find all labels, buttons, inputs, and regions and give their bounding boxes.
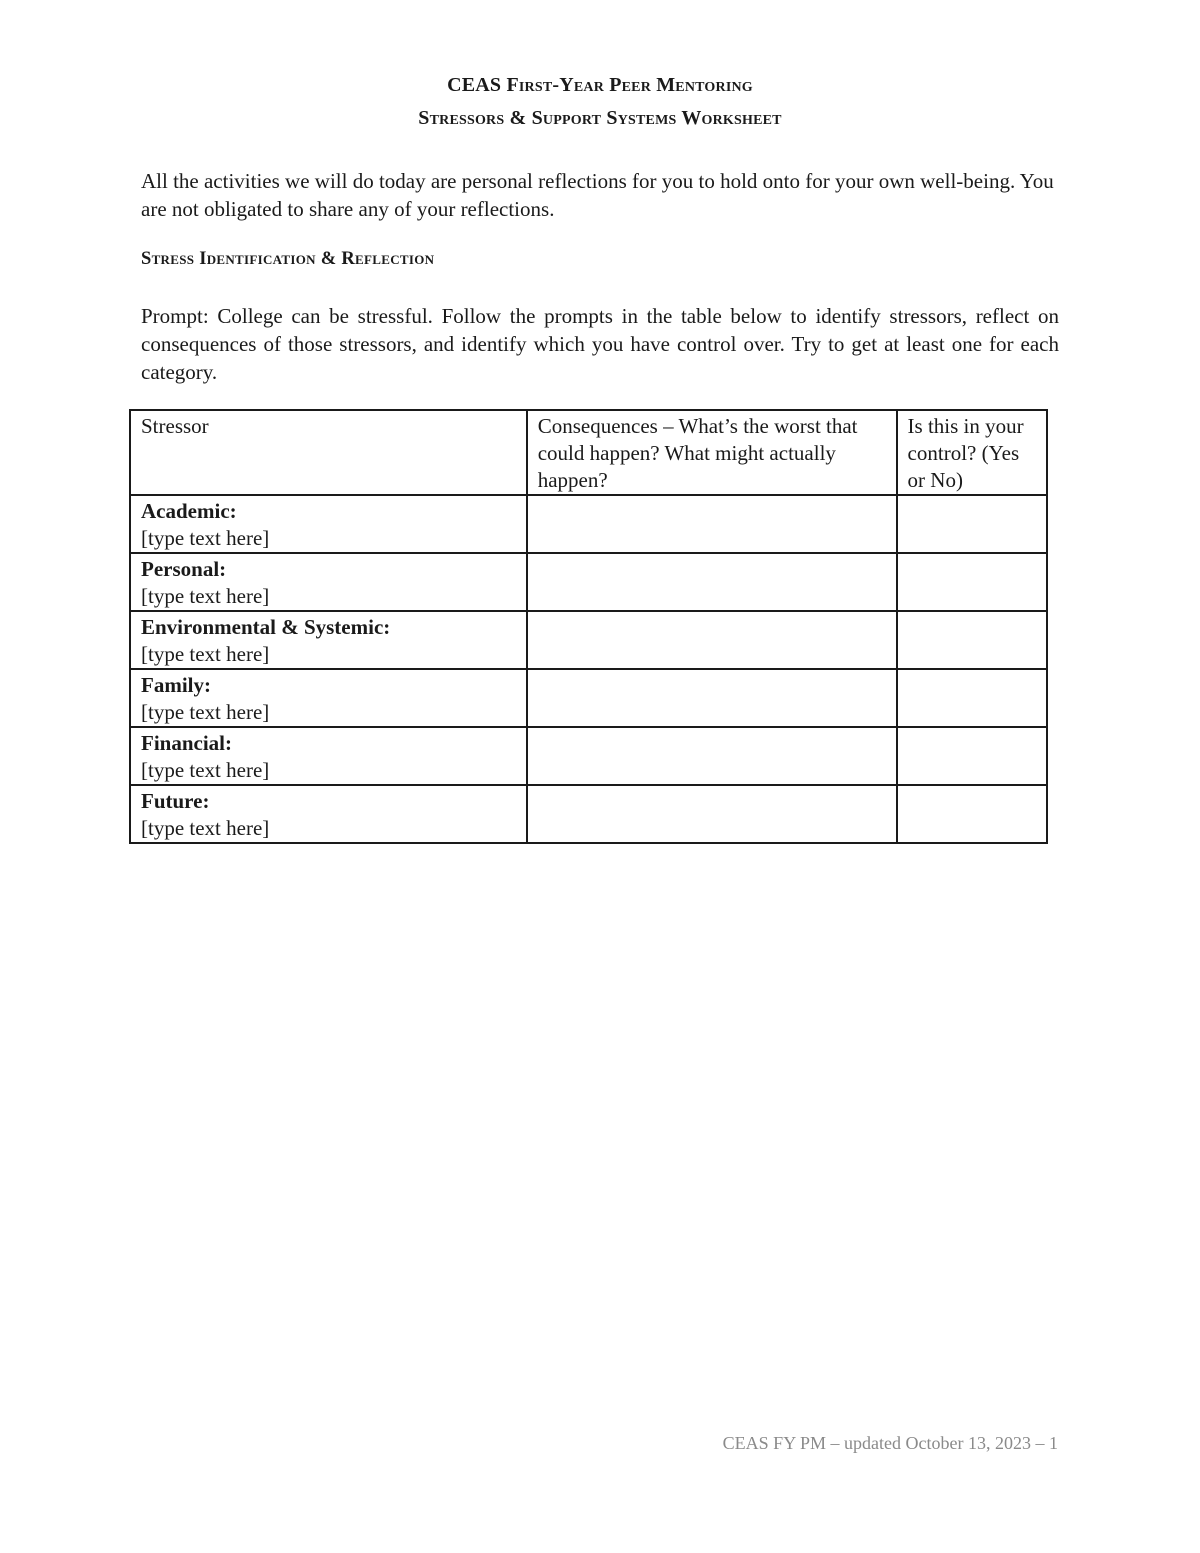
control-cell[interactable]: [897, 727, 1047, 785]
consequences-cell[interactable]: [527, 611, 897, 669]
stressor-cell[interactable]: [130, 785, 527, 843]
category-label: Family:: [141, 673, 211, 697]
control-cell[interactable]: [897, 785, 1047, 843]
document-subtitle: Stressors & Support Systems Worksheet: [418, 107, 782, 129]
category-label: Personal:: [141, 557, 227, 581]
stressor-text-field[interactable]: [type text here]: [141, 700, 270, 724]
category-label: Financial:: [141, 731, 233, 755]
stressor-cell[interactable]: [130, 495, 527, 553]
stressor-table: [129, 409, 1048, 844]
table-row-financial: [130, 727, 1047, 785]
stressor-cell[interactable]: [130, 669, 527, 727]
consequences-cell[interactable]: [527, 553, 897, 611]
category-label: Environmental & Systemic:: [141, 615, 391, 639]
page-footer: CEAS FY PM – updated October 13, 2023 – 1: [722, 1433, 1058, 1453]
stressor-cell[interactable]: [130, 553, 527, 611]
consequences-cell[interactable]: [527, 785, 897, 843]
consequences-cell[interactable]: [527, 727, 897, 785]
stressor-cell[interactable]: [130, 727, 527, 785]
consequences-cell[interactable]: [527, 495, 897, 553]
section-heading: Stress Identification & Reflection: [141, 249, 435, 269]
header-consequences: Consequences – What’s the worst that could happen? What might actually happen?: [527, 410, 897, 495]
stressor-text-field[interactable]: [type text here]: [141, 758, 270, 782]
control-cell[interactable]: [897, 669, 1047, 727]
stressor-text-field[interactable]: [type text here]: [141, 584, 270, 608]
table-row-family: [130, 669, 1047, 727]
category-label: Academic:: [141, 499, 237, 523]
control-cell[interactable]: [897, 495, 1047, 553]
header-control: Is this in your control? (Yes or No): [897, 410, 1047, 495]
stressor-text-field[interactable]: [type text here]: [141, 816, 270, 840]
table-row-academic: [130, 495, 1047, 553]
table-header-row: [130, 410, 1047, 495]
document-title: CEAS First-Year Peer Mentoring: [447, 74, 753, 96]
intro-paragraph: All the activities we will do today are personal reflections for you to hold onto for your own well-being. You are not obligated to share any of your reflections.: [141, 169, 1054, 221]
table-row-future: [130, 785, 1047, 843]
control-cell[interactable]: [897, 611, 1047, 669]
table-row-personal: [130, 553, 1047, 611]
stressor-text-field[interactable]: [type text here]: [141, 526, 270, 550]
control-cell[interactable]: [897, 553, 1047, 611]
stressor-cell[interactable]: [130, 611, 527, 669]
consequences-cell[interactable]: [527, 669, 897, 727]
category-label: Future:: [141, 789, 210, 813]
header-stressor: Stressor: [130, 410, 527, 495]
table-row-environmental: [130, 611, 1047, 669]
prompt-paragraph: Prompt: College can be stressful. Follow the prompts in the table below to identify stressors, reflect on consequences of those stressors, and identify which you have control over. Try to get at least one for each category.: [141, 304, 1059, 384]
stressor-text-field[interactable]: [type text here]: [141, 642, 270, 666]
